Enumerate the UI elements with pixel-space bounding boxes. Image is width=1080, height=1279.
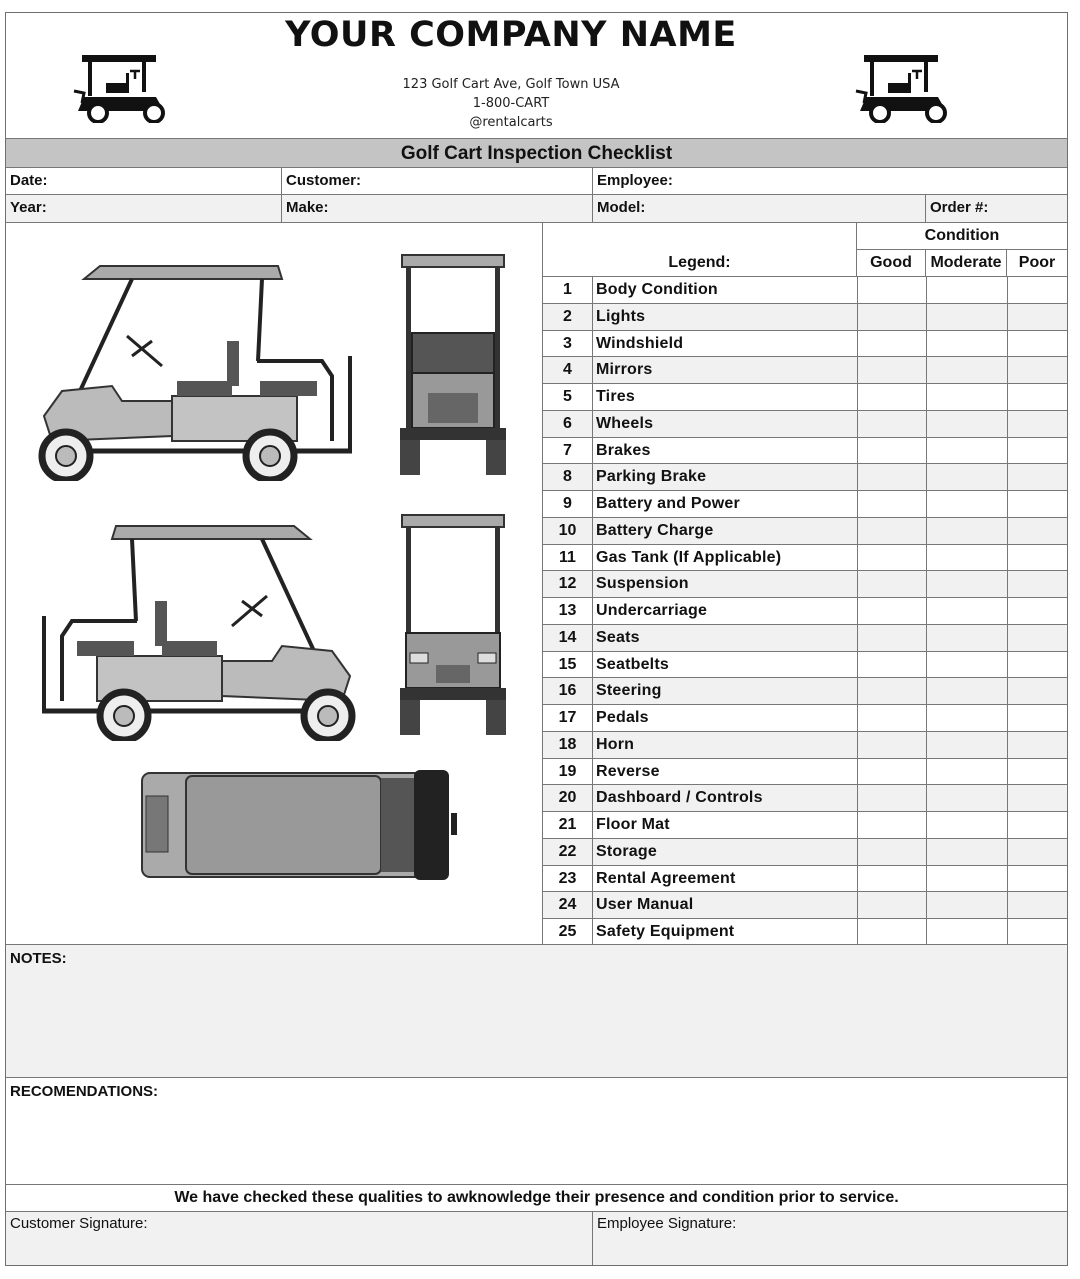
checklist-item-label: Suspension xyxy=(596,575,689,593)
good-checkbox[interactable] xyxy=(857,464,926,490)
checklist-item-label: Mirrors xyxy=(596,361,653,379)
checklist-item-label: Gas Tank (If Applicable) xyxy=(596,548,782,566)
checklist-row xyxy=(543,892,1067,919)
checklist-row xyxy=(543,598,1067,625)
moderate-checkbox[interactable] xyxy=(926,545,1007,571)
legend-header: Legend: xyxy=(543,223,857,277)
checklist-item-label: Battery and Power xyxy=(596,495,740,512)
moderate-checkbox[interactable] xyxy=(926,705,1007,731)
moderate-checkbox[interactable] xyxy=(926,304,1007,330)
cart-side-view-right xyxy=(32,251,362,481)
make-field[interactable]: Make: xyxy=(282,195,593,223)
employee-signature-box[interactable] xyxy=(593,1212,1067,1265)
poor-checkbox[interactable] xyxy=(1007,357,1067,383)
poor-checkbox[interactable] xyxy=(1007,866,1067,892)
moderate-checkbox[interactable] xyxy=(926,277,1007,303)
good-checkbox[interactable] xyxy=(857,598,926,624)
customer-signature-box[interactable] xyxy=(6,1212,593,1265)
checklist-row xyxy=(543,678,1067,705)
poor-checkbox[interactable] xyxy=(1007,759,1067,785)
moderate-checkbox[interactable] xyxy=(926,571,1007,597)
good-checkbox[interactable] xyxy=(857,411,926,437)
checklist-row xyxy=(543,384,1067,411)
poor-checkbox[interactable] xyxy=(1007,545,1067,571)
good-checkbox[interactable] xyxy=(857,919,926,945)
poor-checkbox[interactable] xyxy=(1007,304,1067,330)
poor-checkbox[interactable] xyxy=(1007,464,1067,490)
date-field[interactable]: Date: xyxy=(6,168,282,195)
checklist-item-label: Body Condition xyxy=(596,281,718,298)
condition-header: Condition xyxy=(857,223,1067,250)
moderate-checkbox[interactable] xyxy=(926,357,1007,383)
checklist-item-number: 16 xyxy=(558,682,577,700)
checklist-item-number: 4 xyxy=(563,361,572,379)
moderate-checkbox[interactable] xyxy=(926,732,1007,758)
checklist-item-number: 15 xyxy=(558,655,577,673)
company-phone: 1-800-CART xyxy=(472,96,550,111)
checklist-item-label: Brakes xyxy=(596,441,651,459)
good-checkbox[interactable] xyxy=(857,545,926,571)
poor-checkbox[interactable] xyxy=(1007,518,1067,544)
checklist-row xyxy=(543,732,1067,759)
recommendations-box[interactable] xyxy=(6,1078,1067,1185)
acknowledgement-text: We have checked these qualities to awknowledge their presence and condition prior to service. xyxy=(6,1185,1067,1212)
good-checkbox[interactable] xyxy=(857,652,926,678)
checklist-row xyxy=(543,491,1067,518)
poor-checkbox[interactable] xyxy=(1007,571,1067,597)
checklist-row xyxy=(543,545,1067,572)
checklist-item-number: 21 xyxy=(558,816,577,833)
checklist-item-number: 8 xyxy=(563,468,572,486)
moderate-checkbox[interactable] xyxy=(926,785,1007,811)
moderate-checkbox[interactable] xyxy=(926,331,1007,357)
checklist-row xyxy=(543,759,1067,786)
checklist-item-label: Pedals xyxy=(596,709,649,726)
checklist-row xyxy=(543,464,1067,491)
poor-checkbox[interactable] xyxy=(1007,785,1067,811)
moderate-checkbox[interactable] xyxy=(926,919,1007,945)
year-field[interactable]: Year: xyxy=(6,195,282,223)
checklist-item-label: Windshield xyxy=(596,334,684,352)
good-checkbox[interactable] xyxy=(857,892,926,918)
poor-checkbox[interactable] xyxy=(1007,919,1067,945)
vehicle-diagram-panel xyxy=(6,223,543,944)
checklist-item-label: Undercarriage xyxy=(596,602,708,619)
checklist-row xyxy=(543,919,1067,946)
checklist-row xyxy=(543,571,1067,598)
poor-checkbox[interactable] xyxy=(1007,705,1067,731)
recommendations-label: RECOMENDATIONS: xyxy=(10,1083,159,1100)
checklist-item-number: 12 xyxy=(558,575,577,593)
good-checkbox[interactable] xyxy=(857,571,926,597)
order-number-field[interactable]: Order #: xyxy=(926,195,1067,223)
golf-cart-logo-left-icon xyxy=(70,53,170,123)
moderate-checkbox[interactable] xyxy=(926,839,1007,865)
inspection-sheet xyxy=(5,12,1068,1266)
checklist-item-label: User Manual xyxy=(596,896,694,914)
good-checkbox[interactable] xyxy=(857,812,926,838)
poor-checkbox[interactable] xyxy=(1007,812,1067,838)
checklist-item-label: Lights xyxy=(596,307,646,325)
cart-rear-view xyxy=(398,513,508,738)
checklist-item-number: 19 xyxy=(558,762,577,780)
moderate-checkbox[interactable] xyxy=(926,438,1007,464)
customer-field[interactable]: Customer: xyxy=(282,168,593,195)
checklist-item-label: Seatbelts xyxy=(596,655,669,673)
checklist-item-label: Rental Agreement xyxy=(596,869,736,887)
moderate-checkbox[interactable] xyxy=(926,866,1007,892)
checklist-item-number: 18 xyxy=(558,735,577,753)
checklist-row xyxy=(543,331,1067,358)
checklist-row xyxy=(543,812,1067,839)
moderate-checkbox[interactable] xyxy=(926,625,1007,651)
poor-checkbox[interactable] xyxy=(1007,839,1067,865)
poor-checkbox[interactable] xyxy=(1007,384,1067,410)
notes-box[interactable] xyxy=(6,944,1067,1078)
checklist-row xyxy=(543,411,1067,438)
checklist-row xyxy=(543,705,1067,732)
checklist-item-number: 13 xyxy=(558,602,577,619)
checklist-item-number: 11 xyxy=(559,548,576,566)
checklist-item-number: 3 xyxy=(563,334,572,352)
poor-checkbox[interactable] xyxy=(1007,331,1067,357)
checklist-item-number: 17 xyxy=(558,709,577,726)
checklist-item-label: Reverse xyxy=(596,762,660,780)
checklist-row xyxy=(543,438,1067,465)
poor-checkbox[interactable] xyxy=(1007,732,1067,758)
moderate-checkbox[interactable] xyxy=(926,491,1007,517)
good-checkbox[interactable] xyxy=(857,732,926,758)
poor-checkbox[interactable] xyxy=(1007,892,1067,918)
good-checkbox[interactable] xyxy=(857,331,926,357)
checklist-row xyxy=(543,866,1067,893)
checklist-item-number: 23 xyxy=(558,869,577,887)
checklist-item-label: Safety Equipment xyxy=(596,923,735,940)
good-checkbox[interactable] xyxy=(857,839,926,865)
good-checkbox[interactable] xyxy=(857,785,926,811)
good-checkbox[interactable] xyxy=(857,705,926,731)
checklist-item-label: Tires xyxy=(596,388,635,405)
cart-front-view xyxy=(398,253,508,478)
checklist-item-number: 2 xyxy=(563,307,572,325)
poor-checkbox[interactable] xyxy=(1007,438,1067,464)
moderate-checkbox[interactable] xyxy=(926,678,1007,704)
employee-field[interactable]: Employee: xyxy=(593,168,1067,195)
checklist-row xyxy=(543,625,1067,652)
checklist-item-number: 25 xyxy=(558,923,577,940)
poor-checkbox[interactable] xyxy=(1007,277,1067,303)
checklist-item-number: 22 xyxy=(558,842,577,860)
moderate-checkbox[interactable] xyxy=(926,464,1007,490)
good-checkbox[interactable] xyxy=(857,277,926,303)
poor-checkbox[interactable] xyxy=(1007,678,1067,704)
checklist-item-number: 9 xyxy=(563,495,572,512)
checklist-item-number: 7 xyxy=(563,441,572,459)
checklist-row xyxy=(543,357,1067,384)
moderate-column-header: Moderate xyxy=(926,250,1007,277)
moderate-checkbox[interactable] xyxy=(926,892,1007,918)
checklist-item-number: 20 xyxy=(558,789,577,807)
poor-checkbox[interactable] xyxy=(1007,625,1067,651)
checklist-item-label: Floor Mat xyxy=(596,816,670,833)
good-checkbox[interactable] xyxy=(857,384,926,410)
good-checkbox[interactable] xyxy=(857,678,926,704)
moderate-checkbox[interactable] xyxy=(926,652,1007,678)
form-title: Golf Cart Inspection Checklist xyxy=(6,138,1067,168)
checklist-row xyxy=(543,785,1067,812)
golf-cart-logo-right-icon xyxy=(852,53,952,123)
checklist-row xyxy=(543,518,1067,545)
checklist-row xyxy=(543,277,1067,304)
good-checkbox[interactable] xyxy=(857,357,926,383)
checklist-item-label: Dashboard / Controls xyxy=(596,789,763,807)
employee-signature-label: Employee Signature: xyxy=(597,1215,737,1232)
checklist-item-label: Steering xyxy=(596,682,662,700)
checklist-item-label: Seats xyxy=(596,628,640,646)
poor-checkbox[interactable] xyxy=(1007,598,1067,624)
checklist-item-label: Horn xyxy=(596,735,635,753)
moderate-checkbox[interactable] xyxy=(926,759,1007,785)
poor-column-header: Poor xyxy=(1007,250,1067,277)
moderate-checkbox[interactable] xyxy=(926,411,1007,437)
good-checkbox[interactable] xyxy=(857,304,926,330)
checklist-item-number: 10 xyxy=(558,521,577,539)
moderate-checkbox[interactable] xyxy=(926,384,1007,410)
poor-checkbox[interactable] xyxy=(1007,491,1067,517)
good-checkbox[interactable] xyxy=(857,625,926,651)
checklist-row xyxy=(543,652,1067,679)
checklist-item-label: Wheels xyxy=(596,414,654,432)
cart-top-view xyxy=(136,768,461,888)
checklist-item-number: 5 xyxy=(563,388,572,405)
cart-side-view-left xyxy=(32,511,362,741)
moderate-checkbox[interactable] xyxy=(926,518,1007,544)
checklist-item-label: Battery Charge xyxy=(596,521,714,539)
checklist-item-label: Storage xyxy=(596,842,657,860)
checklist-item-number: 6 xyxy=(563,414,572,432)
checklist-item-number: 1 xyxy=(563,281,572,298)
company-name: YOUR COMPANY NAME xyxy=(285,15,737,55)
moderate-checkbox[interactable] xyxy=(926,812,1007,838)
notes-label: NOTES: xyxy=(10,950,67,967)
good-checkbox[interactable] xyxy=(857,866,926,892)
poor-checkbox[interactable] xyxy=(1007,652,1067,678)
moderate-checkbox[interactable] xyxy=(926,598,1007,624)
company-address: 123 Golf Cart Ave, Golf Town USA xyxy=(402,77,620,92)
company-social: @rentalcarts xyxy=(469,115,553,130)
model-field[interactable]: Model: xyxy=(593,195,926,223)
good-column-header: Good xyxy=(857,250,926,277)
checklist-item-label: Parking Brake xyxy=(596,468,707,486)
good-checkbox[interactable] xyxy=(857,438,926,464)
good-checkbox[interactable] xyxy=(857,518,926,544)
checklist-item-number: 14 xyxy=(558,628,577,646)
customer-signature-label: Customer Signature: xyxy=(10,1215,148,1232)
checklist-row xyxy=(543,304,1067,331)
good-checkbox[interactable] xyxy=(857,491,926,517)
checklist-row xyxy=(543,839,1067,866)
good-checkbox[interactable] xyxy=(857,759,926,785)
checklist-item-number: 24 xyxy=(558,896,577,914)
poor-checkbox[interactable] xyxy=(1007,411,1067,437)
